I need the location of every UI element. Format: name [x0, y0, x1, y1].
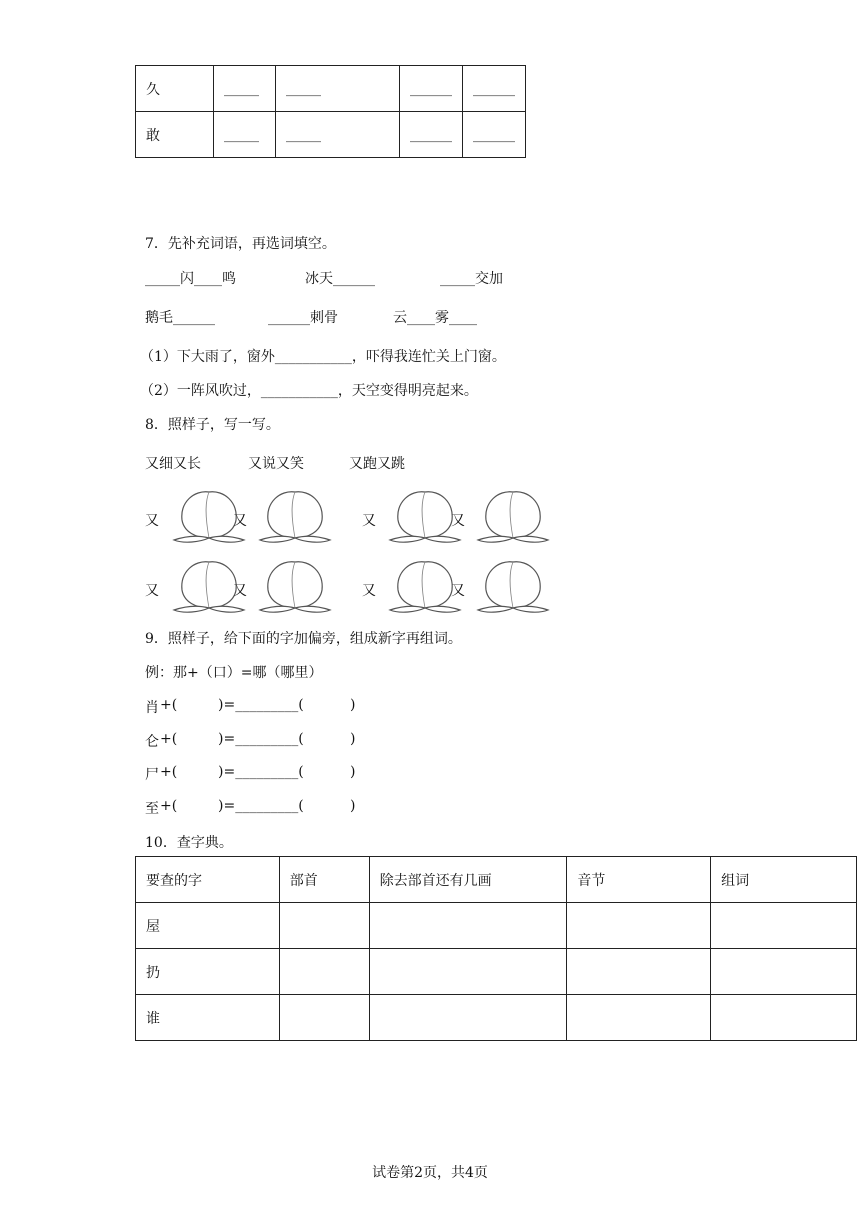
dictionary-table [135, 856, 857, 1041]
blank-cell[interactable]: _____ [276, 66, 400, 112]
question-7-title: 7．先补充词语，再选词填空。 [145, 236, 336, 252]
table-cell: 久 [136, 66, 214, 112]
q9-char: 肖 [145, 700, 159, 716]
peach-answer-box[interactable] [258, 486, 332, 548]
q7-sentence-2[interactable]: （2）一阵风吹过，___________，天空变得明亮起来。 [140, 383, 478, 399]
q9-blank[interactable]: )=_________( [218, 764, 304, 780]
q8-example: 又细又长 [145, 456, 201, 472]
answer-cell[interactable] [567, 949, 711, 995]
answer-cell[interactable] [711, 903, 857, 949]
top-table [135, 65, 526, 158]
blank-cell[interactable]: _____ [276, 112, 400, 158]
q9-blank[interactable]: )=_________( [218, 798, 304, 814]
peach-answer-box[interactable] [476, 556, 550, 618]
answer-cell[interactable] [279, 949, 369, 995]
peach-answer-box[interactable] [476, 486, 550, 548]
blank-cell[interactable]: ______ [463, 66, 526, 112]
page-footer: 试卷第2页，共4页 [372, 1165, 488, 1181]
answer-cell[interactable] [567, 995, 711, 1041]
q9-close: ) [350, 798, 356, 814]
blank-cell[interactable]: ______ [463, 112, 526, 158]
answer-cell[interactable] [369, 949, 567, 995]
table-header-row [136, 857, 857, 903]
q9-close: ) [350, 764, 356, 780]
question-9-title: 9．照样子，给下面的字加偏旁，组成新字再组词。 [145, 631, 462, 647]
q7-word-blank[interactable]: 冰天______ [305, 271, 375, 287]
answer-cell[interactable] [567, 903, 711, 949]
q7-word-blank[interactable]: 云____雾____ [393, 310, 477, 326]
table-row [136, 949, 857, 995]
column-header: 除去部首还有几画 [369, 857, 567, 903]
q8-example: 又说又笑 [248, 456, 304, 472]
table-cell: 敢 [136, 112, 214, 158]
you-character: 又 [233, 513, 247, 529]
peach-answer-box[interactable] [258, 556, 332, 618]
you-character: 又 [145, 583, 159, 599]
q9-char: 仑 [145, 734, 159, 750]
table-cell: 扔 [136, 949, 280, 995]
you-character: 又 [451, 513, 465, 529]
question-10-title: 10．查字典。 [145, 835, 233, 851]
q7-word-blank[interactable]: _____闪____鸣 [145, 271, 236, 287]
q9-open: +( [160, 798, 178, 814]
table-row [136, 66, 526, 112]
q9-example: 例：那+（口）=哪（哪里） [145, 665, 323, 681]
answer-cell[interactable] [711, 949, 857, 995]
q7-word-blank[interactable]: _____交加 [440, 271, 503, 287]
answer-cell[interactable] [369, 995, 567, 1041]
answer-cell[interactable] [279, 995, 369, 1041]
you-character: 又 [233, 583, 247, 599]
q8-example: 又跑又跳 [349, 456, 405, 472]
q9-open: +( [160, 697, 178, 713]
column-header: 要查的字 [136, 857, 280, 903]
q9-open: +( [160, 764, 178, 780]
q7-sentence-1[interactable]: （1）下大雨了，窗外___________，吓得我连忙关上门窗。 [140, 349, 506, 365]
q9-blank[interactable]: )=_________( [218, 731, 304, 747]
column-header: 音节 [567, 857, 711, 903]
q9-char: 至 [145, 801, 159, 817]
question-8-title: 8．照样子，写一写。 [145, 417, 280, 433]
answer-cell[interactable] [279, 903, 369, 949]
you-character: 又 [145, 513, 159, 529]
column-header: 部首 [279, 857, 369, 903]
q9-blank[interactable]: )=_________( [218, 697, 304, 713]
answer-cell[interactable] [711, 995, 857, 1041]
table-cell: 谁 [136, 995, 280, 1041]
blank-cell[interactable]: ______ [400, 112, 463, 158]
you-character: 又 [451, 583, 465, 599]
table-row [136, 903, 857, 949]
you-character: 又 [362, 513, 376, 529]
q9-close: ) [350, 731, 356, 747]
blank-cell[interactable]: _____ [214, 66, 276, 112]
column-header: 组词 [711, 857, 857, 903]
q9-open: +( [160, 731, 178, 747]
q7-word-blank[interactable]: 鹅毛______ [145, 310, 215, 326]
q9-char: 尸 [145, 767, 159, 783]
blank-cell[interactable]: ______ [400, 66, 463, 112]
answer-cell[interactable] [369, 903, 567, 949]
table-row [136, 995, 857, 1041]
q9-close: ) [350, 697, 356, 713]
table-cell: 屋 [136, 903, 280, 949]
you-character: 又 [362, 583, 376, 599]
q7-word-blank[interactable]: ______刺骨 [268, 310, 338, 326]
blank-cell[interactable]: _____ [214, 112, 276, 158]
table-row [136, 112, 526, 158]
